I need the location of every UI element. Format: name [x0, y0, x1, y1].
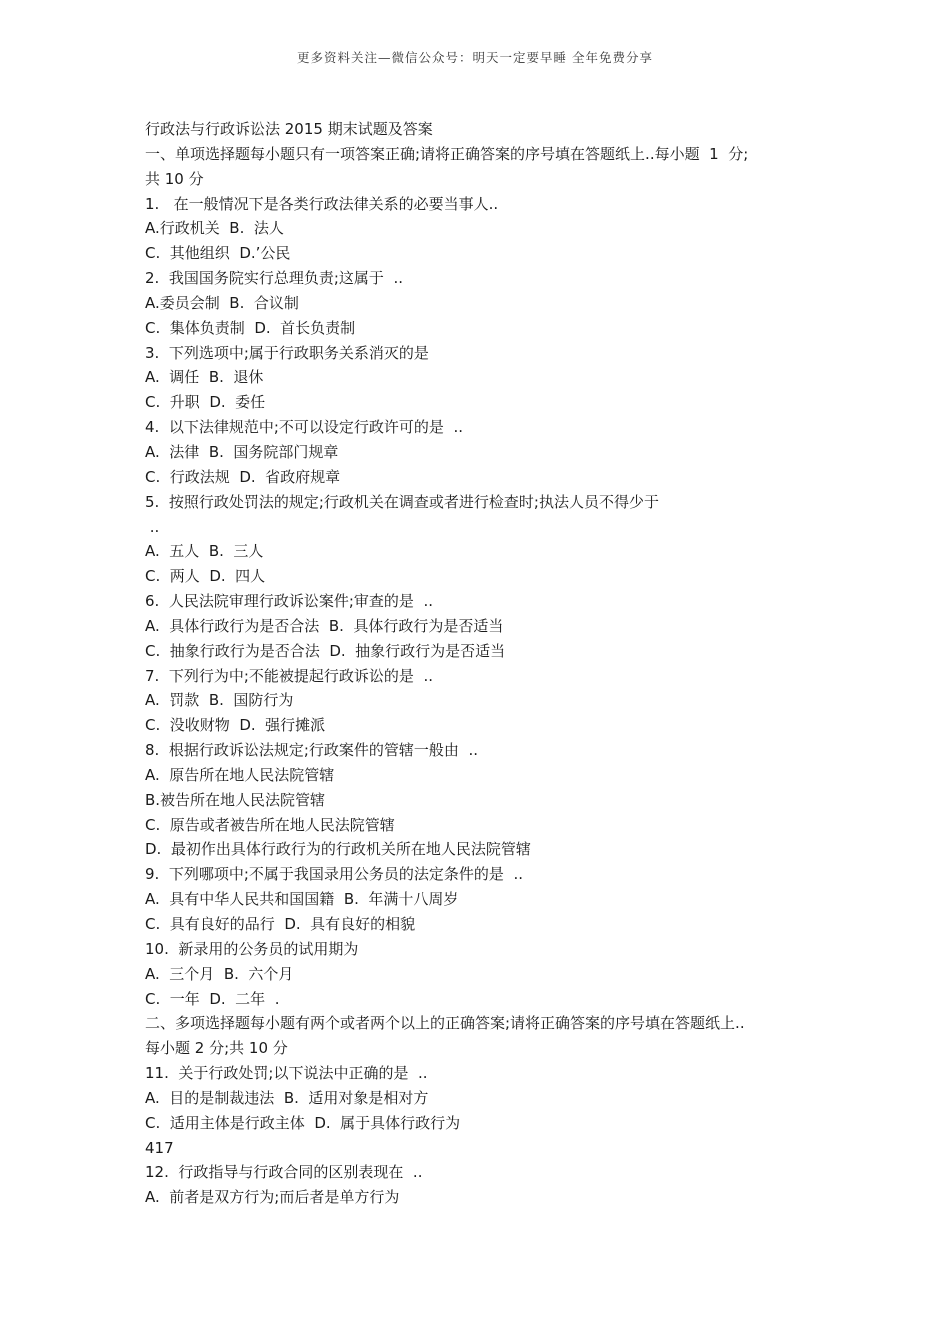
question-5-options-ab: A. 五人 B. 三人	[145, 542, 264, 561]
question-1-options-ab: A.行政机关 B. 法人	[145, 219, 284, 238]
question-5: 5. 按照行政处罚法的规定;行政机关在调查或者进行检查时;执法人员不得少于	[145, 492, 659, 511]
question-2: 2. 我国国务院实行总理负责;这属于 ..	[145, 269, 403, 288]
section-heading-cont: 共 10 分	[145, 169, 204, 188]
question-4: 4. 以下法律规范中;不可以设定行政许可的是 ..	[145, 418, 463, 437]
question-2-options-cd: C. 集体负责制 D. 首长负责制	[145, 318, 356, 337]
question-9-options-cd: C. 具有良好的品行 D. 具有良好的相貌	[145, 915, 416, 933]
question-11-options-ab: A. 目的是制裁违法 B. 适用对象是相对方	[145, 1088, 429, 1107]
question-6-options-ab: A. 具体行政行为是否合法 B. 具体行政行为是否适当	[145, 616, 504, 635]
question-6-options-cd: C. 抽象行政行为是否合法 D. 抽象行政行为是否适当	[145, 641, 506, 660]
question-9: 9. 下列哪项中;不属于我国录用公务员的法定条件的是 ..	[145, 865, 523, 884]
question-11: 11. 关于行政处罚;以下说法中正确的是 ..	[145, 1064, 428, 1083]
document-body	[145, 117, 825, 1210]
question-4-options-cd: C. 行政法规 D. 省政府规章	[145, 467, 341, 486]
question-8-option-c: C. 原告或者被告所在地人民法院管辖	[145, 815, 395, 834]
question-1-options-cd: C. 其他组织 D.’公民	[145, 244, 291, 263]
question-7-options-cd: C. 没收财物 D. 强行摊派	[145, 716, 326, 735]
question-5-cont: ..	[145, 517, 160, 536]
question-12-option-a: A. 前者是双方行为;而后者是单方行为	[145, 1188, 400, 1207]
page-number-label: 417	[145, 1138, 174, 1157]
question-8: 8. 根据行政诉讼法规定;行政案件的管辖一般由 ..	[145, 741, 478, 760]
section-heading: 一、单项选择题每小题只有一项答案正确;请将正确答案的序号填在答题纸上..每小题 1 分;	[145, 144, 749, 163]
question-6: 6. 人民法院审理行政诉讼案件;审查的是 ..	[145, 592, 433, 611]
question-5-options-cd: C. 两人 D. 四人	[145, 567, 266, 586]
question-8-option-d: D. 最初作出具体行政行为的行政机关所在地人民法院管辖	[145, 840, 531, 859]
question-11-options-cd: C. 适用主体是行政主体 D. 属于具体行政行为	[145, 1113, 461, 1132]
section-heading-2: 二、多项选择题每小题有两个或者两个以上的正确答案;请将正确答案的序号填在答题纸上..	[145, 1014, 745, 1033]
section-heading-2-cont: 每小题 2 分;共 10 分	[145, 1039, 288, 1058]
document-title: 行政法与行政诉讼法 2015 期末试题及答案	[145, 120, 433, 138]
question-3-options-cd: C. 升职 D. 委任	[145, 393, 266, 412]
question-10-options-ab: A. 三个月 B. 六个月	[145, 964, 294, 983]
question-3: 3. 下列选项中;属于行政职务关系消灭的是	[145, 343, 429, 362]
question-3-options-ab: A. 调任 B. 退休	[145, 368, 264, 387]
question-7-options-ab: A. 罚款 B. 国防行为	[145, 691, 294, 710]
question-8-option-b: B.被告所在地人民法院管辖	[145, 790, 326, 809]
question-10: 10. 新录用的公务员的试用期为	[145, 939, 359, 958]
question-4-options-ab: A. 法律 B. 国务院部门规章	[145, 442, 339, 461]
question-2-options-ab: A.委员会制 B. 合议制	[145, 293, 299, 312]
question-8-option-a: A. 原告所在地人民法院管辖	[145, 765, 335, 784]
page-header-banner: 更多资料关注—微信公众号：明天一定要早睡 全年免费分享	[297, 50, 653, 65]
question-7: 7. 下列行为中;不能被提起行政诉讼的是 ..	[145, 666, 433, 685]
question-10-options-cd: C. 一年 D. 二年 .	[145, 989, 280, 1008]
question-9-options-ab: A. 具有中华人民共和国国籍 B. 年满十八周岁	[145, 890, 459, 909]
question-1: 1. 在一般情况下是各类行政法律关系的必要当事人..	[145, 194, 499, 213]
question-12: 12. 行政指导与行政合同的区别表现在 ..	[145, 1163, 423, 1182]
